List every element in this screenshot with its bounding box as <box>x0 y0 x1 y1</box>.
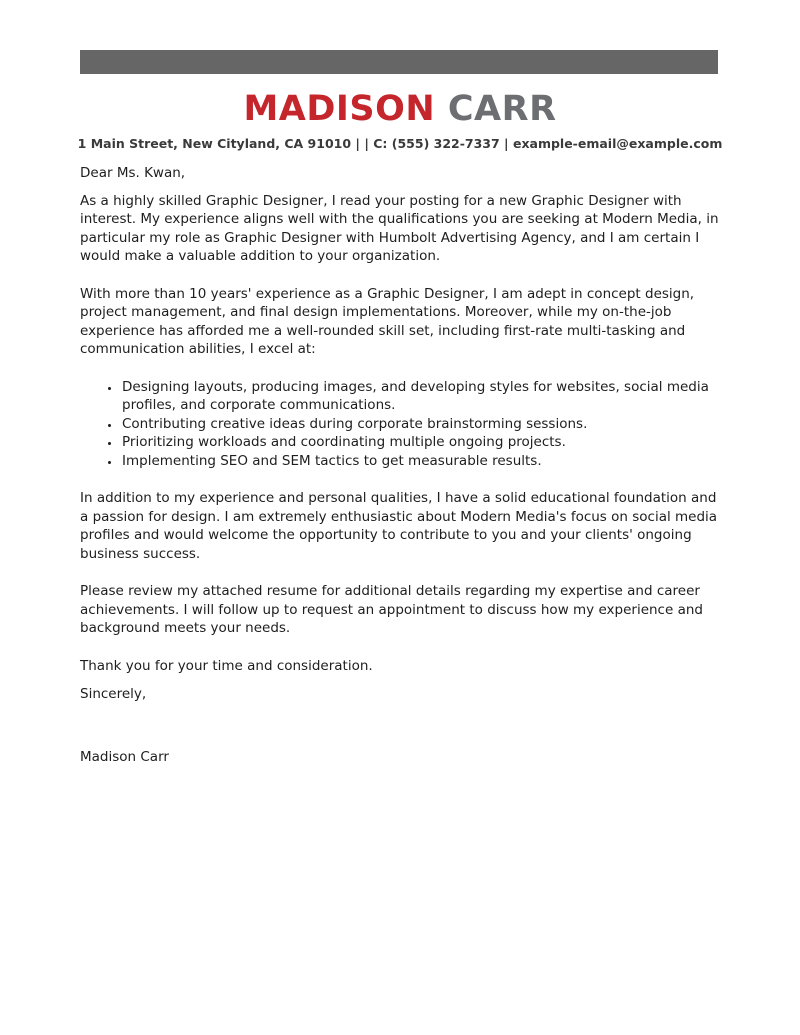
signature: Madison Carr <box>80 748 169 765</box>
bullet-item: • Contributing creative ideas during corporate brainstorming sessions. <box>121 415 720 434</box>
paragraph-intro: As a highly skilled Graphic Designer, I read your posting for a new Graphic Designer with interest. My experience aligns well with the qualifications you are seeking at Modern Media, in particular my role as Graphic Designer with Humbolt Advertising Agency, and I am certain I would make a valuable addition to your organization. <box>80 192 719 264</box>
bullet-item: • Prioritizing workloads and coordinating multiple ongoing projects. <box>121 433 720 452</box>
thank-you-line: Thank you for your time and consideration. <box>80 657 373 674</box>
greeting: Dear Ms. Kwan, <box>80 165 186 181</box>
page-title <box>0 90 800 128</box>
sign-off: Sincerely, <box>80 686 147 702</box>
bullet-item: • Implementing SEO and SEM tactics to get measurable results. <box>121 452 720 471</box>
bullet-item: • Designing layouts, producing images, and developing styles for websites, social media profiles, and corporate communications. <box>121 378 720 415</box>
paragraph-experience: With more than 10 years' experience as a Graphic Designer, I am adept in concept design, project management, and final design implementations. Moreover, while my on-the-job experience has afforded me a well-rounded skill set, including first-rate multi-tasking and communication abilities, I excel at: <box>80 285 695 357</box>
first-name: MADISON <box>243 89 436 129</box>
paragraph-education: In addition to my experience and personal qualities, I have a solid educational foundation and a passion for design. I am extremely enthusiastic about Modern Media's focus on social media profiles and would welcome the opportunity to contribute to you and your clients' ongoing business success. <box>80 490 718 562</box>
bullet-list <box>80 378 720 471</box>
header-accent-bar <box>80 50 718 74</box>
last-name: CARR <box>447 89 557 129</box>
letter-body <box>80 164 720 785</box>
contact-line: 1 Main Street, New Cityland, CA 91010 | | C: (555) 322-7337 | example-email@example.com <box>77 136 723 151</box>
paragraph-follow-up: Please review my attached resume for additional details regarding my expertise and career achievements. I will follow up to request an appointment to discuss how my experience and background meets your needs. <box>80 583 703 636</box>
